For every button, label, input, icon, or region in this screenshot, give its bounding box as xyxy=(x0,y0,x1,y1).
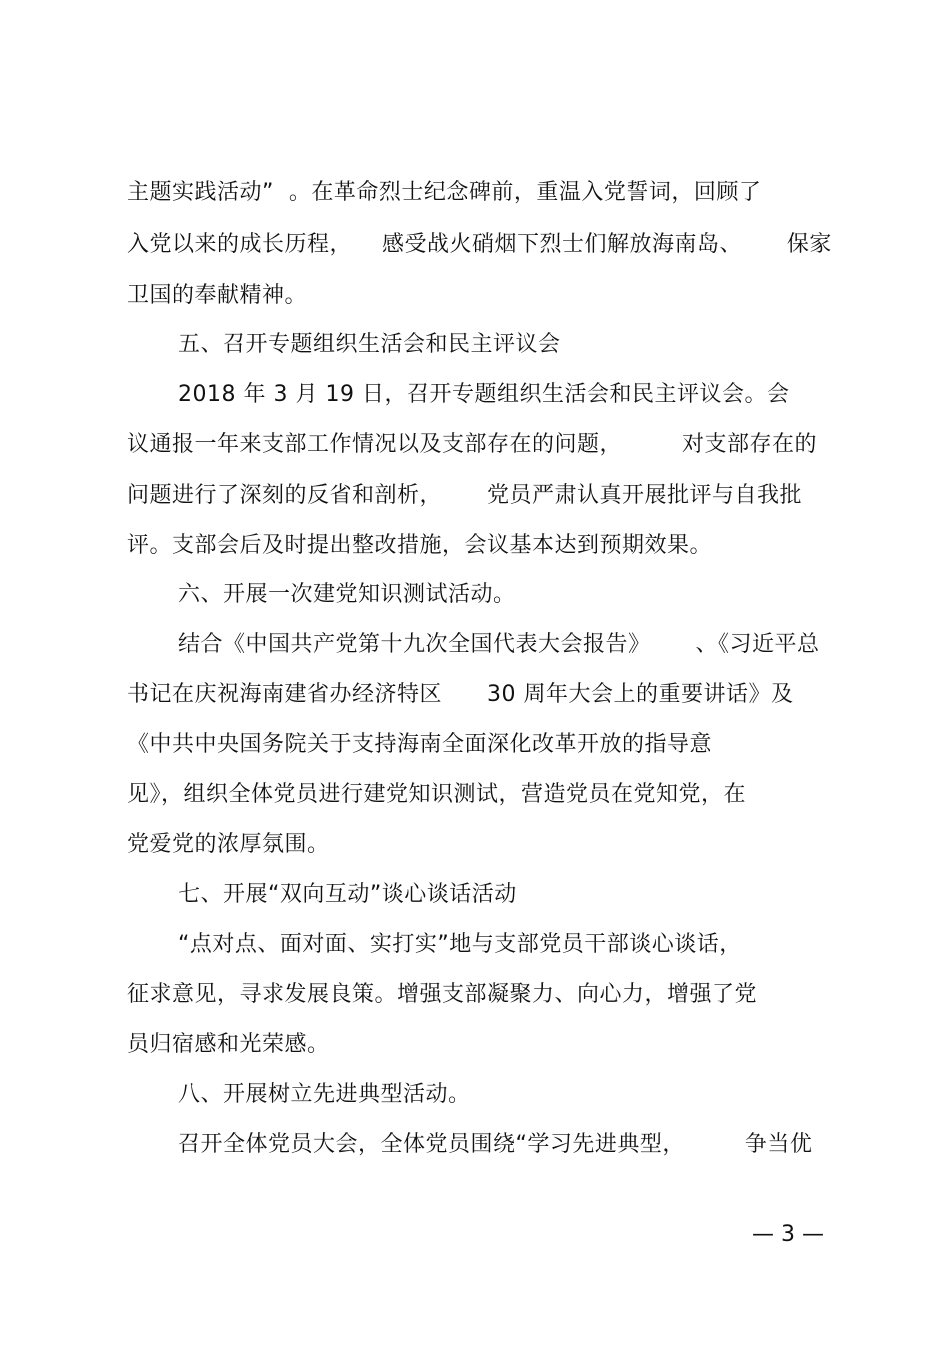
body-text-line: 主题实践活动” 。在革命烈士纪念碑前，重温入党誓词，回顾了 xyxy=(127,180,762,205)
section-heading: 六、开展一次建党知识测试活动。 xyxy=(178,582,516,607)
body-text-line: 卫国的奉献精神。 xyxy=(127,283,308,308)
body-text-line: 见》，组织全体党员进行建党知识测试，营造党员在党知党，在 xyxy=(127,782,747,807)
body-text-line: 党爱党的浓厚氛围。 xyxy=(127,832,330,857)
page-number: — 3 — xyxy=(752,1222,824,1247)
body-text-line: 入党以来的成长历程， 感受战火硝烟下烈士们解放海南岛、 保家 xyxy=(127,232,832,257)
body-text-line: 2018 年 3 月 19 日，召开专题组织生活会和民主评议会。会 xyxy=(178,382,790,407)
body-text-line: 员归宿感和光荣感。 xyxy=(127,1032,330,1057)
body-text-line: 问题进行了深刻的反省和剖析， 党员严肃认真开展批评与自我批 xyxy=(127,483,802,508)
body-text-line: 书记在庆祝海南建省办经济特区 30 周年大会上的重要讲话》及 xyxy=(127,682,794,707)
section-heading: 五、召开专题组织生活会和民主评议会 xyxy=(178,332,561,357)
body-text-line: 征求意见，寻求发展良策。增强支部凝聚力、向心力，增强了党 xyxy=(127,982,758,1007)
body-text-line: 评。支部会后及时提出整改措施，会议基本达到预期效果。 xyxy=(127,533,713,558)
section-heading: 八、开展树立先进典型活动。 xyxy=(178,1082,471,1107)
body-text-line: 议通报一年来支部工作情况以及支部存在的问题， 对支部存在的 xyxy=(127,432,817,457)
body-text-line: 召开全体党员大会，全体党员围绕“学习先进典型， 争当优 xyxy=(178,1132,813,1157)
body-text-line: 结合《中国共产党第十九次全国代表大会报告》 、《习近平总 xyxy=(178,632,820,657)
section-heading: 七、开展“双向互动”谈心谈话活动 xyxy=(178,882,517,907)
body-text-line: 《中共中央国务院关于支持海南全面深化改革开放的指导意 xyxy=(127,732,713,757)
body-text-line: “点对点、面对面、实打实”地与支部党员干部谈心谈话， xyxy=(178,932,742,957)
